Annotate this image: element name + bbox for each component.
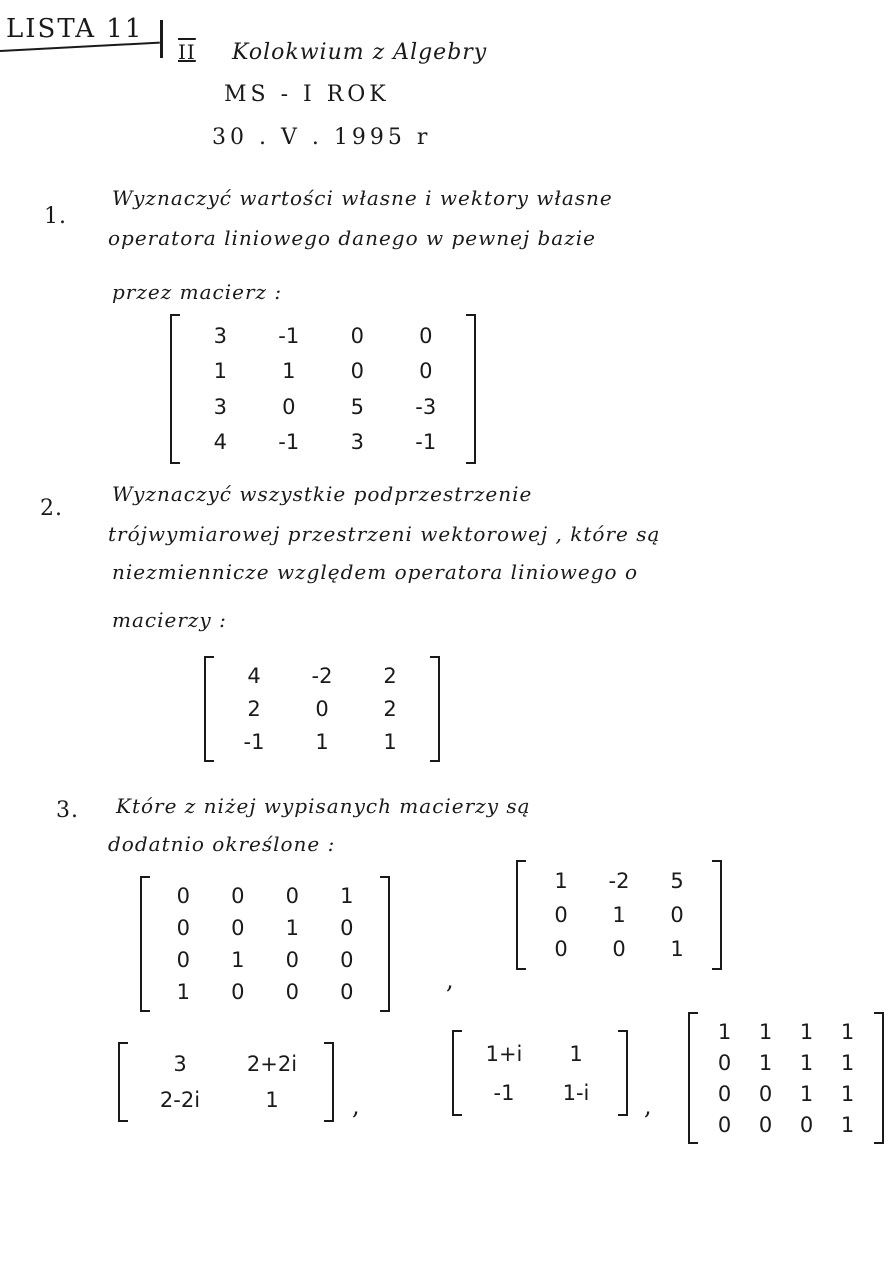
matrix-cell: 1: [717, 1019, 732, 1044]
problem-3-matrix-d: [452, 1030, 628, 1116]
roman-numeral: II: [178, 40, 196, 64]
matrix-cell: 0: [285, 884, 299, 908]
matrix-cell: 1: [231, 948, 245, 972]
separator-comma: ,: [352, 1092, 360, 1120]
matrix-cell: 1: [799, 1081, 814, 1106]
matrix-cell: -1: [278, 430, 300, 455]
matrix-cell: 0: [350, 323, 364, 348]
matrix-cell: 0: [758, 1112, 773, 1137]
problem-3-number: 3.: [56, 798, 79, 823]
matrix-cell: 1: [282, 359, 296, 384]
problem-1-line-2: operatora liniowego danego w pewnej bazie: [108, 226, 597, 250]
matrix-cell: 0: [670, 903, 684, 927]
matrix-cell: 1-i: [562, 1080, 590, 1105]
matrix-cell: 0: [176, 884, 190, 908]
matrix-cell: 1: [340, 884, 354, 908]
matrix-cell: 1: [840, 1050, 855, 1075]
matrix-cell: 0: [340, 948, 354, 972]
matrix-cell: 0: [612, 937, 626, 961]
exam-title: Kolokwium z Algebry: [232, 40, 488, 65]
matrix-cell: 2: [383, 664, 397, 689]
problem-3-matrix-b: [516, 860, 722, 970]
matrix-cell: 0: [282, 394, 296, 419]
list-label-divider: [160, 20, 163, 58]
problem-3-line-2: dodatnio określone :: [108, 832, 336, 856]
matrix-cell: 3: [173, 1052, 187, 1076]
matrix-cell: 1: [840, 1019, 855, 1044]
problem-1-line-1: Wyznaczyć wartości własne i wektory własne: [112, 186, 613, 210]
matrix-cell: 2: [383, 696, 397, 721]
matrix-cell: 1: [383, 729, 397, 754]
matrix-cell: 0: [315, 696, 329, 721]
matrix-cell: -1: [278, 323, 300, 348]
problem-3-matrix-a: [140, 876, 390, 1012]
matrix-cell: 0: [176, 916, 190, 940]
matrix-cell: 3: [213, 394, 227, 419]
problem-2-line-4: macierzy :: [112, 608, 227, 632]
matrix-cell: 0: [554, 937, 568, 961]
matrix-cell: 0: [231, 980, 245, 1004]
matrix-cell: 4: [213, 430, 227, 455]
matrix-cell: 3: [350, 430, 364, 455]
matrix-cell: 5: [350, 394, 364, 419]
problem-2-line-1: Wyznaczyć wszystkie podprzestrzenie: [112, 482, 533, 506]
matrix-cell: 2+2i: [246, 1052, 298, 1076]
exam-date: 30 . V . 1995 r: [212, 125, 432, 150]
matrix-cell: 0: [285, 948, 299, 972]
matrix-cell: 0: [419, 359, 433, 384]
matrix-cell: 4: [247, 664, 261, 689]
problem-1-line-3: przez macierz :: [112, 280, 283, 304]
separator-comma: ,: [446, 966, 454, 994]
matrix-cell: 1: [670, 937, 684, 961]
matrix-cell: 0: [717, 1112, 732, 1137]
matrix-cell: 0: [231, 916, 245, 940]
matrix-cell: 0: [285, 980, 299, 1004]
matrix-cell: -1: [415, 430, 437, 455]
matrix-cell: 0: [340, 916, 354, 940]
matrix-cell: 1: [554, 869, 568, 893]
matrix-cell: 0: [717, 1050, 732, 1075]
matrix-cell: 0: [340, 980, 354, 1004]
problem-3-matrix-c: [118, 1042, 334, 1122]
matrix-cell: 2: [247, 696, 261, 721]
matrix-cell: -1: [243, 729, 265, 754]
matrix-cell: 0: [758, 1081, 773, 1106]
matrix-cell: -3: [415, 394, 437, 419]
matrix-cell: -2: [311, 664, 333, 689]
separator-comma: ,: [644, 1092, 652, 1120]
matrix-cell: 1: [840, 1081, 855, 1106]
matrix-cell: 1: [612, 903, 626, 927]
matrix-cell: 0: [350, 359, 364, 384]
problem-2-matrix: [204, 656, 440, 762]
matrix-cell: -2: [608, 869, 630, 893]
matrix-cell: 1: [176, 980, 190, 1004]
matrix-cell: 1: [758, 1050, 773, 1075]
matrix-cell: 1: [569, 1041, 583, 1066]
matrix-cell: 2-2i: [159, 1088, 201, 1112]
matrix-cell: 0: [231, 884, 245, 908]
matrix-cell: 5: [670, 869, 684, 893]
problem-1-number: 1.: [44, 204, 67, 229]
matrix-cell: -1: [493, 1080, 515, 1105]
problem-2-number: 2.: [40, 496, 63, 521]
problem-3-line-1: Które z niżej wypisanych macierzy są: [116, 794, 531, 818]
matrix-cell: 1: [799, 1050, 814, 1075]
problem-2-line-2: trójwymiarowej przestrzeni wektorowej , które są: [108, 522, 661, 546]
matrix-cell: 1: [265, 1088, 279, 1112]
matrix-cell: 1: [315, 729, 329, 754]
matrix-cell: 0: [717, 1081, 732, 1106]
matrix-cell: 0: [419, 323, 433, 348]
matrix-cell: 3: [213, 323, 227, 348]
matrix-cell: 1: [799, 1019, 814, 1044]
matrix-cell: 1: [285, 916, 299, 940]
matrix-cell: 1+i: [485, 1041, 523, 1066]
list-label: LISTA 11: [6, 14, 144, 44]
matrix-cell: 1: [213, 359, 227, 384]
matrix-cell: 0: [176, 948, 190, 972]
exam-subtitle: MS - I ROK: [224, 82, 390, 107]
matrix-cell: 0: [799, 1112, 814, 1137]
matrix-cell: 0: [554, 903, 568, 927]
matrix-cell: 1: [758, 1019, 773, 1044]
problem-1-matrix: [170, 314, 476, 464]
problem-2-line-3: niezmiennicze względem operatora liniowego o: [112, 560, 638, 584]
matrix-cell: 1: [840, 1112, 855, 1137]
problem-3-matrix-e: [688, 1012, 884, 1144]
